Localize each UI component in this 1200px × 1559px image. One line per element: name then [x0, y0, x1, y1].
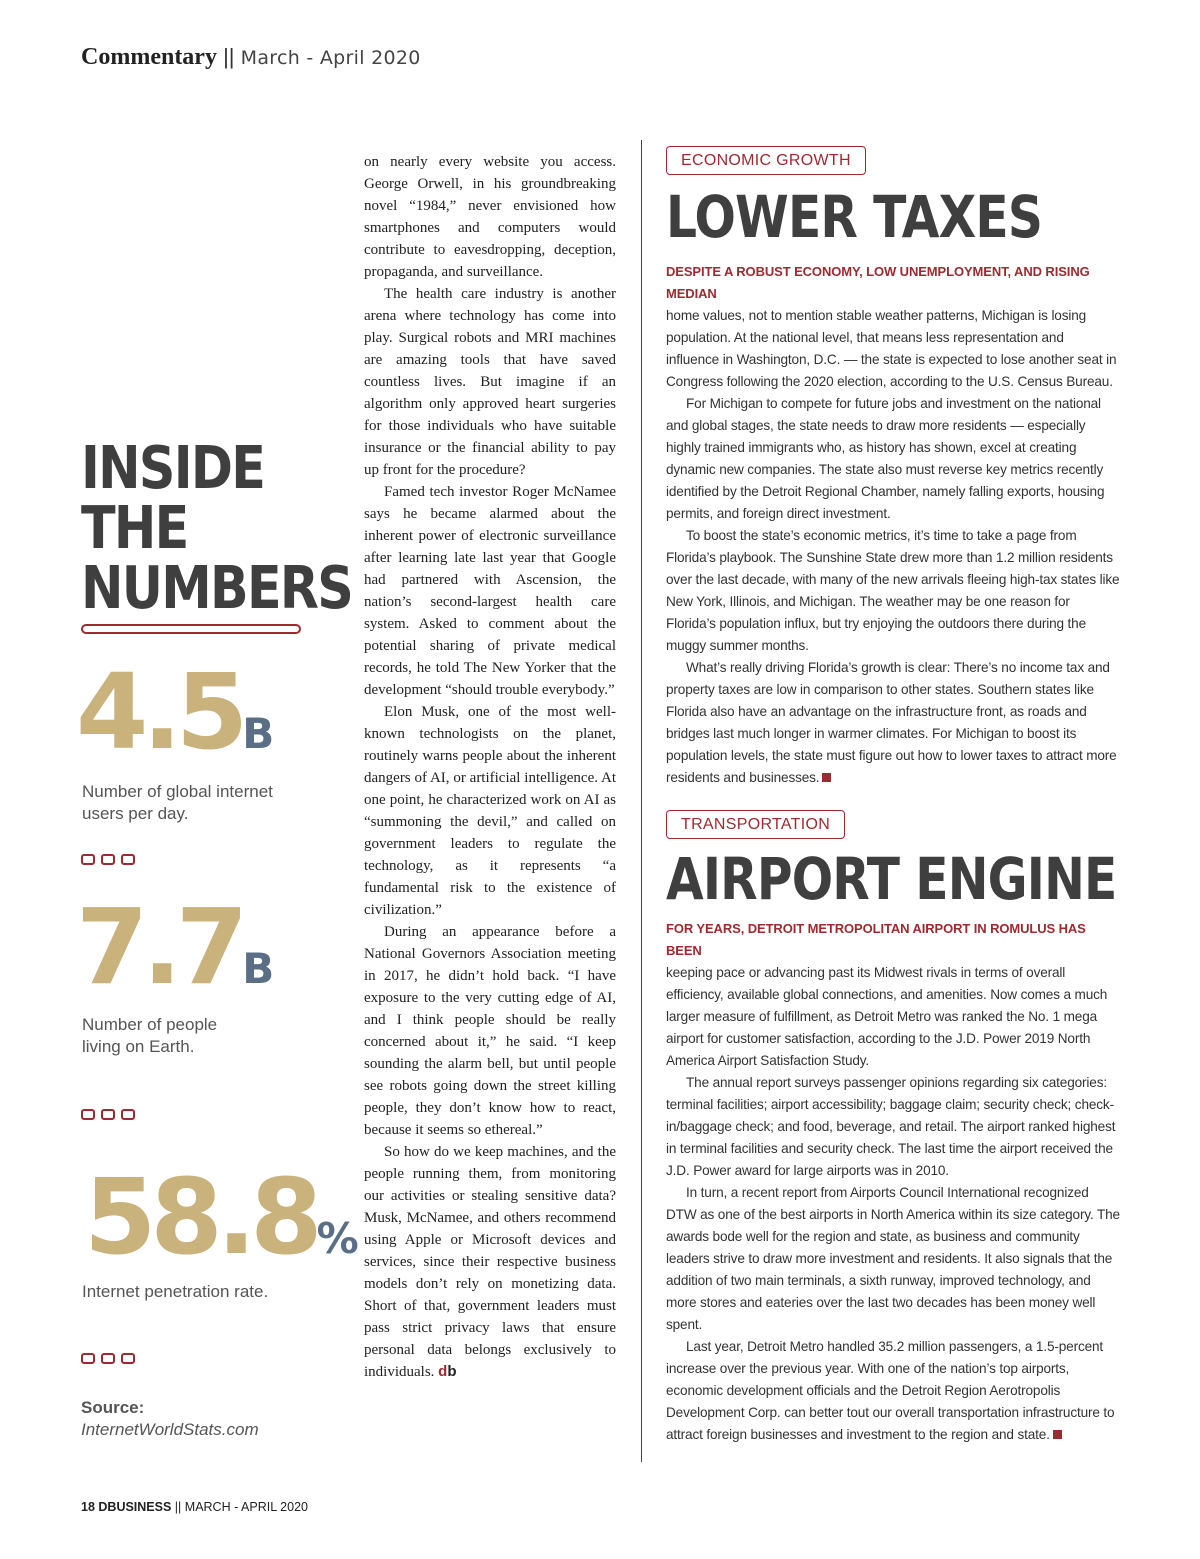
- kicker: [666, 918, 1120, 962]
- footer-date: MARCH - APRIL 2020: [184, 1500, 308, 1514]
- kicker-text: DESPITE A ROBUST ECONOMY, LOW UNEMPLOYMENT, AND RISING MEDIAN: [666, 264, 1090, 301]
- article-tag: TRANSPORTATION: [666, 810, 845, 839]
- stat-unit: B: [242, 944, 275, 993]
- end-mark-icon: [1053, 1430, 1062, 1439]
- lead-paragraph: keeping pace or advancing past its Midwest rivals in terms of overall efficiency, available global connections, and amenities. Now comes a much larger measure of fulfillment, as Detroit Metro was ranked the No. 1 mega airport for customer satisfaction, according to the J.D. Power 2019 North America Airport Satisfaction Study.: [666, 965, 1108, 1068]
- stat-caption: Number of global internet users per day.: [82, 782, 273, 823]
- signoff-d: d: [438, 1363, 448, 1380]
- publication-name: DBUSINESS: [98, 1500, 172, 1514]
- article-headline: LOWER TAXES: [666, 183, 1043, 251]
- section-name: Commentary: [81, 44, 217, 70]
- page-footer: [81, 1500, 308, 1514]
- running-header: [81, 44, 421, 71]
- body-paragraph: on nearly every website you access. George Orwell, in his groundbreaking novel “1984,” never envisioned how smartphones and computers would contribute to eavesdropping, deception, propaganda, and surveillance.: [364, 154, 616, 280]
- stat-unit: %: [316, 1214, 359, 1263]
- stat-value: [84, 1156, 359, 1291]
- signoff-b: b: [447, 1363, 457, 1380]
- stat-number: 58.8: [84, 1156, 317, 1278]
- body-paragraph: For Michigan to compete for future jobs and investment on the national and global stages, the state needs to draw more residents — especially highly trained immigrants who, as history has shown, excel at creating dynamic new companies. The state also must reverse key metrics recently identified by the Detroit Regional Chamber, namely falling exports, housing permits, and foreign direct investment.: [666, 396, 1105, 521]
- stat-value: [76, 886, 275, 1021]
- lead-paragraph: home values, not to mention stable weather patterns, Michigan is losing population. At the national level, that means less representation and influence in Washington, D.C. — the state is expected to lose another seat in Congress following the 2020 election, according to the U.S. Census Bureau.: [666, 308, 1117, 389]
- stat-divider-dots: [81, 1109, 135, 1120]
- issue-date: March - April 2020: [240, 47, 421, 69]
- stat-divider-dots: [81, 1353, 135, 1364]
- body-paragraph: To boost the state’s economic metrics, it’s time to take a page from Florida’s playbook. The Sunshine State drew more than 1.2 million residents over the last decade, with many of the new arrivals fleeing high-tax states like New York, Illinois, and Michigan. The weather may be one reason for Florida’s population influx, but try enjoying the outdoors there during the muggy summer months.: [666, 528, 1120, 653]
- body-paragraph: During an appearance before a National Governors Association meeting in 2017, he didn’t hold back. “I have exposure to the very cutting edge of AI, and I think people should be really concerned about it,” he said. “I keep sounding the alarm bell, but until people see robots going down the street killing people, they don’t know how to react, because it seems so ethereal.”: [364, 924, 616, 1138]
- title-underline-bar: [81, 624, 301, 634]
- body-paragraph: In turn, a recent report from Airports Council International recognized DTW as one of the best airports in North America within its size category. The awards bode well for the region and state, as business and community leaders strive to draw more investment and residents. It also signals that the addition of two main terminals, a sixth runway, improved technology, and more stores and eateries over the last two decades has been money well spent.: [666, 1185, 1120, 1332]
- commentary-body: [364, 151, 616, 1383]
- kicker: [666, 261, 1120, 305]
- sidebar-title-line: INSIDE: [81, 433, 265, 502]
- article-tag: ECONOMIC GROWTH: [666, 146, 866, 175]
- article-body: [666, 918, 1120, 1446]
- stat-caption: Number of people living on Earth.: [82, 1015, 218, 1056]
- end-mark-icon: [822, 773, 831, 782]
- stat-number: 4.5: [76, 651, 243, 773]
- sidebar-title-line: THE: [81, 493, 188, 562]
- body-paragraph-text: Last year, Detroit Metro handled 35.2 million passengers, a 1.5-percent increase over the previous year. With one of the nation’s top airports, economic development officials and the Detroit Region Aerotropolis Development Corp. can better tout our overall transportation infrastructure to attract foreign businesses and investment to the region and state.: [666, 1339, 1115, 1442]
- stat-divider-dots: [81, 854, 135, 865]
- body-paragraph: Famed tech investor Roger McNamee says he became alarmed about the inherent power of electronic surveillance after learning late last year that Google had partnered with Ascension, the nation’s second-largest health care system. Asked to comment about the potential sharing of private medical records, he told The New Yorker that the development “should trouble everybody.”: [364, 484, 616, 698]
- article-headline: AIRPORT ENGINE: [666, 845, 1117, 913]
- sidebar-title: [81, 433, 353, 622]
- body-paragraph-final: [364, 1141, 616, 1383]
- stat-caption: Internet penetration rate.: [82, 1282, 269, 1301]
- body-paragraph: The annual report surveys passenger opinions regarding six categories: terminal facilities; airport accessibility; baggage claim; security check; check-in/baggage check; and food, beverage, and retail. The airport ranked highest in terminal facilities and security check. The last time the airport received the J.D. Power award for large airports was in 2010.: [666, 1075, 1116, 1178]
- footer-separator: ||: [171, 1500, 185, 1514]
- source-label: Source:: [81, 1398, 145, 1417]
- stat-unit: B: [242, 709, 275, 758]
- sidebar-title-line: NUMBERS: [81, 553, 353, 622]
- db-signoff-mark: [438, 1363, 456, 1380]
- stat-number: 7.7: [76, 886, 243, 1008]
- kicker-text: FOR YEARS, DETROIT METROPOLITAN AIRPORT IN ROMULUS HAS BEEN: [666, 921, 1086, 958]
- body-paragraph-text: What’s really driving Florida’s growth is clear: There’s no income tax and property taxes are low in comparison to other states. Southern states like Florida also have an advantage on the infrastructure front, as roads and bridges last much longer in warmer climates. For Michigan to boost its population levels, the state must figure out how to lower taxes to attract more residents and businesses.: [666, 660, 1117, 785]
- column-divider: [641, 140, 642, 1462]
- body-paragraph-final: [666, 657, 1120, 789]
- body-paragraph-text: So how do we keep machines, and the people running them, from monitoring our activities or stealing sensitive data? Musk, McNamee, and others recommend using Apple or Microsoft devices and services, since their respective business models don’t rely on monetizing data. Short of that, government leaders must pass strict privacy laws that ensure personal data belongs exclusively to individuals.: [364, 1144, 616, 1380]
- page-number: 18: [81, 1500, 95, 1514]
- source-value: InternetWorldStats.com: [81, 1420, 259, 1439]
- body-paragraph-final: [666, 1336, 1120, 1446]
- body-paragraph: Elon Musk, one of the most well-known technologists on the planet, routinely warns people about the inherent dangers of AI, or artificial intelligence. At one point, he characterized work on AI as “summoning the devil,” and called on government leaders to regulate the technology, as it represents “a fundamental risk to the existence of civilization.”: [364, 704, 616, 918]
- article-body: [666, 261, 1120, 789]
- stat-value: [76, 651, 275, 786]
- body-paragraph: The health care industry is another arena where technology has come into play. Surgical robots and MRI machines are amazing tools that have saved countless lives. But imagine if an algorithm only approved heart surgeries for those individuals who have suitable insurance or the financial ability to pay up front for the procedure?: [364, 286, 616, 478]
- header-separator: ||: [216, 44, 241, 69]
